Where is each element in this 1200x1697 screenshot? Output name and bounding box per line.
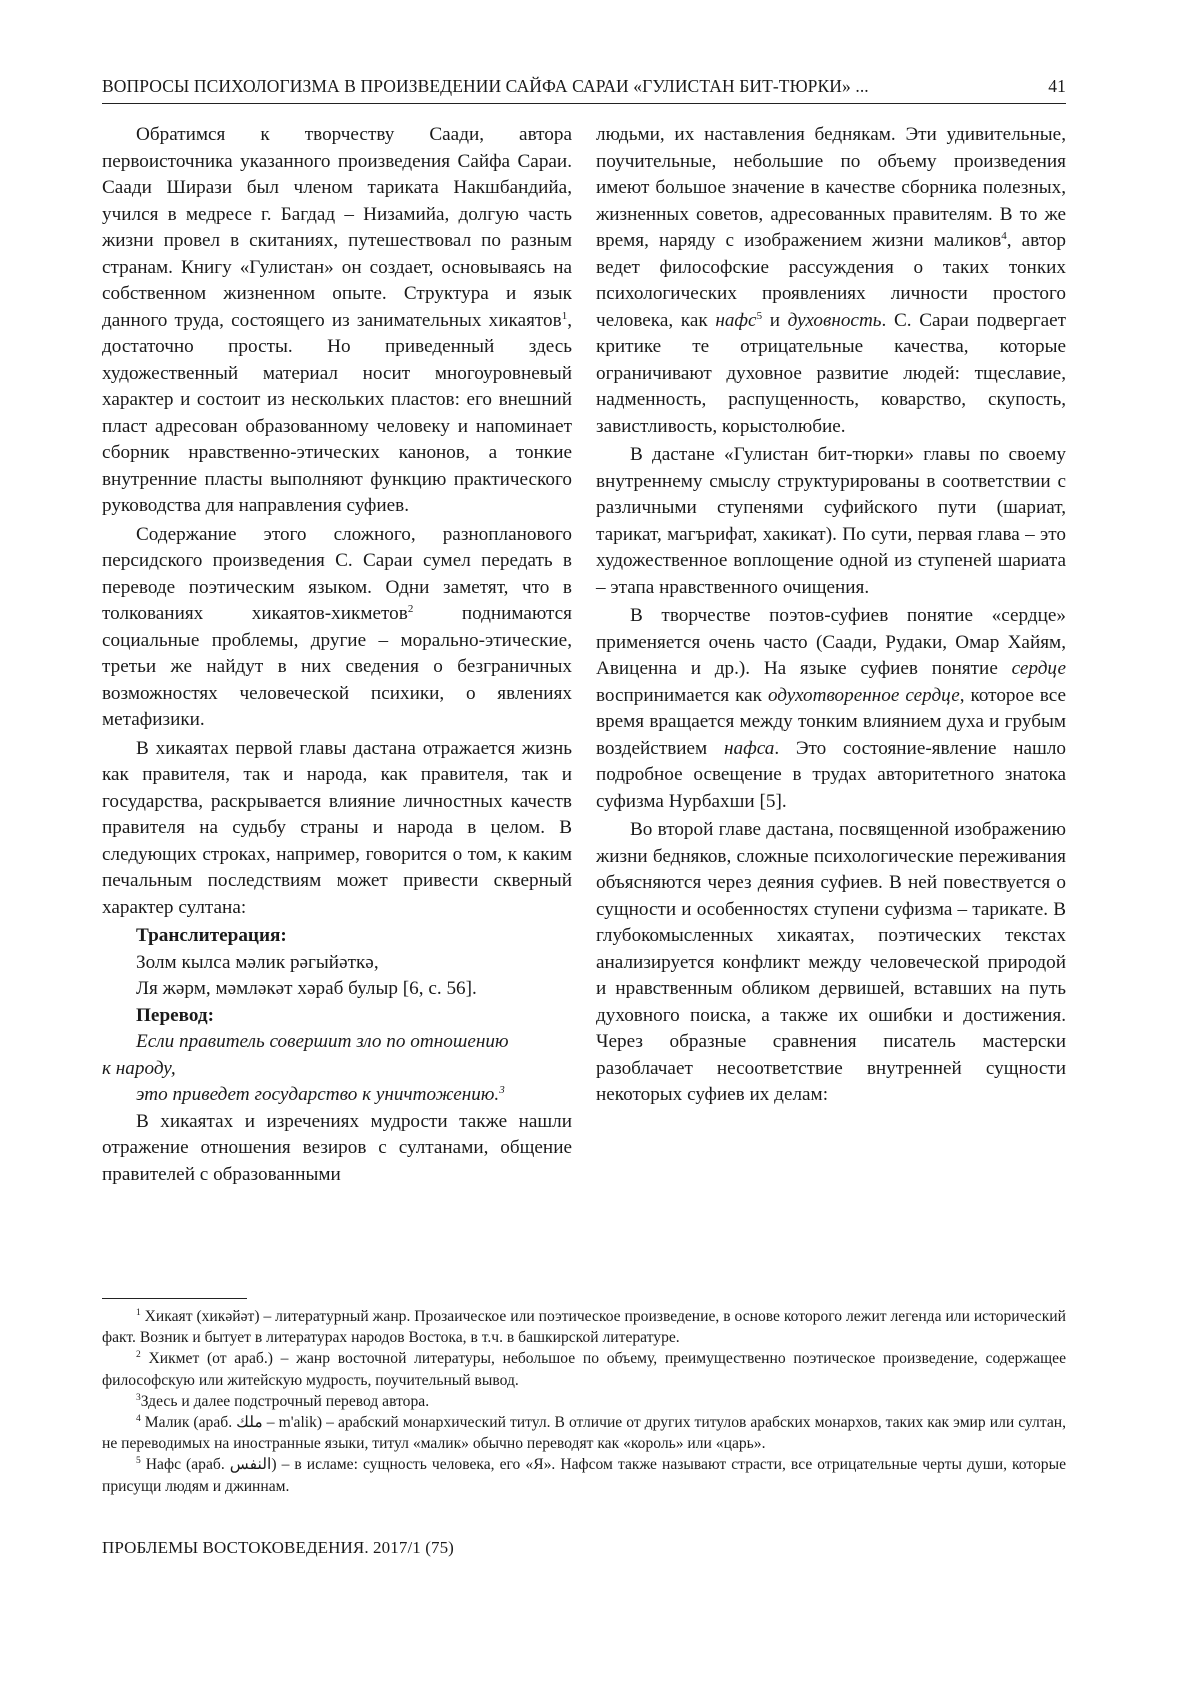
footnote-number: 2 bbox=[136, 1350, 141, 1361]
footnote-ref: 3 bbox=[499, 1084, 505, 1096]
header-rule bbox=[102, 103, 1066, 104]
verse-line: Золм кылса мәлик рәгыйәткә, bbox=[136, 951, 379, 973]
text: . Это состояние-явление нашло подробное освещение в трудах авторитетного знатока суфизма Нурбахши [5]. bbox=[596, 737, 1066, 812]
footnote-ref: 2 bbox=[407, 603, 414, 615]
running-header bbox=[102, 76, 1066, 97]
footnote-text: Малик (араб. ملك – m'alik) – арабский монархический титул. В отличие от других титулов арабских монархов, таких как эмир или султан, не переводимых на иностранные языки, титул «малик» обычно переводят как «король» или «царь». bbox=[102, 1414, 1066, 1453]
paragraph: В хикаятах и изречениях мудрости также нашли отражение отношения везиров с султанами, общение правителей с образованными bbox=[102, 1110, 572, 1185]
footnote bbox=[102, 1348, 1066, 1390]
text: , автор ведет философские рассуждения о таких тонких психологических проявлениях личности простого человека, как bbox=[596, 230, 1067, 331]
translation-line bbox=[102, 1082, 572, 1109]
text: . С. Сараи подвергает критике те отрицательные качества, которые ограничивают духовное развитие людей: тщеславие, надменность, распущенность, коварство, скупость, завистливость, корыстолюбие. bbox=[596, 309, 1066, 437]
text: это приведет государство к уничтожению. bbox=[136, 1084, 500, 1105]
running-title: ВОПРОСЫ ПСИХОЛОГИЗМА В ПРОИЗВЕДЕНИИ САЙФА САРАИ «ГУЛИСТАН БИТ-ТЮРКИ» ... bbox=[102, 76, 869, 96]
term-serdce: сердце bbox=[1011, 658, 1066, 679]
text: поднимаются социальные проблемы, другие – морально-этические, третьи же найдут в них сведения о безграничных возможностях человеческой психики, о явлениях метафизики. bbox=[102, 603, 572, 730]
text: людьми, их наставления беднякам. Эти удивительные, поучительные, небольшие по объему произведения имеют большое значение в качестве сборника полезных, жизненных советов, адресованных правителям. В то же время, наряду с изображением жизни маликов bbox=[596, 124, 1066, 251]
term-nafsa: нафса bbox=[723, 737, 775, 759]
footnote bbox=[102, 1412, 1066, 1454]
page-number: 41 bbox=[1048, 76, 1066, 96]
translation-line: Если правитель совершит зло по отношению bbox=[136, 1031, 509, 1052]
term-dukhovnost: духовность bbox=[787, 309, 882, 331]
paragraph bbox=[596, 122, 1066, 440]
text: Содержание этого сложного, разнопланового персидского произведения С. Сараи сумел передать в переводе поэтическим языком. Одни заметят, что в толкованиях хикаятов-хикметов bbox=[102, 523, 572, 624]
footnote-number: 3 bbox=[136, 1392, 141, 1403]
footnote bbox=[102, 1306, 1066, 1348]
term-odukhotvorennoe: одухотворенное сердце bbox=[767, 684, 960, 706]
text: воспринимается как bbox=[596, 684, 768, 706]
transliteration-label: Транслитерация: bbox=[136, 925, 287, 946]
footnote-ref: 4 bbox=[1001, 230, 1007, 242]
footnotes bbox=[102, 1306, 1066, 1497]
footnote-number: 1 bbox=[136, 1308, 141, 1318]
footnote-text: Хикаят (хикәйәт) – литературный жанр. Прозаическое или поэтическое произведение, в основе которого лежит легенда или исторический факт. Возник и бытует в литературах народов Востока, в т.ч. в башкирской литературе. bbox=[102, 1308, 1066, 1347]
footnote-text: Нафс (араб. النفس) – в исламе: сущность человека, его «Я». Нафсом также называют страсти, все отрицательные черты души, которые присущи людям и джиннам. bbox=[102, 1456, 1066, 1495]
footnote-ref: 1 bbox=[561, 309, 568, 322]
paragraph: В дастане «Гулистан бит-тюрки» главы по своему внутреннему смыслу структурированы в соответствии с различными ступенями суфийского пути (шариат, тарикат, магърифат, хакикат). По сути, первая глава – это художественное воплощение одной из ступеней шариата – этапа нравственного очищения. bbox=[596, 444, 1066, 598]
footnote-rule bbox=[102, 1298, 247, 1299]
verse-line: Ля жәрм, мәмләкәт хәраб булыр [6, с. 56]. bbox=[136, 978, 477, 999]
paragraph bbox=[102, 122, 572, 520]
paragraph bbox=[596, 603, 1066, 815]
footnote-number: 5 bbox=[136, 1456, 141, 1467]
paragraph bbox=[102, 522, 572, 734]
footnote-text: Здесь и далее подстрочный перевод автора. bbox=[140, 1392, 430, 1410]
text: , достаточно просты. Но приведенный здесь художественный материал носит многоуровневый характер и состоит из нескольких пластов: его внешний пласт адресован образованному человеку и напоминает сборник нравственно-этических канонов, а тонкие внутренние пласты выполняют функцию практического руководства для направления суфиев. bbox=[102, 309, 572, 516]
footnote-text: Хикмет (от араб.) – жанр восточной литературы, небольшое по объему, преимущественно поэтическое произведение, содержащее философскую или житейскую мудрость, поучительный вывод. bbox=[102, 1350, 1066, 1389]
journal-footer: ПРОБЛЕМЫ ВОСТОКОВЕДЕНИЯ. 2017/1 (75) bbox=[102, 1538, 454, 1557]
paragraph: В хикаятах первой главы дастана отражается жизнь как правителя, так и народа, как правителя, так и государства, раскрывается влияние личностных качеств правителя на судьбу страны и народа в целом. В следующих строках, например, говорится о том, к каким печальным последствиям может привести скверный характер султана: bbox=[102, 737, 572, 918]
translation-line: к народу, bbox=[102, 1057, 176, 1079]
footnote-number: 4 bbox=[136, 1414, 141, 1425]
text: В творчестве поэтов-суфиев понятие «сердце» применяется очень часто (Саади, Рудаки, Омар Хайям, Авиценна и др.). На языке суфиев понятие bbox=[596, 605, 1066, 679]
translation-label: Перевод: bbox=[136, 1004, 214, 1026]
right-column bbox=[596, 122, 1066, 1111]
footnote bbox=[102, 1391, 1066, 1412]
term-nafs: нафс bbox=[715, 309, 757, 331]
footnote-ref: 5 bbox=[756, 309, 763, 322]
paragraph: Во второй главе дастана, посвященной изображению жизни бедняков, сложные психологические переживания объясняются через деяния суфиев. В ней повествуется о сущности и особенностях ступени суфизма – тарикате. В глубокомысленных хикаятах, поэтических текстах анализируется конфликт между человеческой природой и нравственным обликом дервишей, вставших на путь духовного поиска, а также их ошибки и достижения. Через образные сравнения писатель мастерски разоблачает несоответствие внутренней сущности некоторых суфиев их делам: bbox=[596, 819, 1066, 1105]
text: и bbox=[762, 309, 788, 331]
text: Обратимся к творчеству Саади, автора первоисточника указанного произведения Сайфа Сараи. Саади Ширази был членом тариката Накшбандийа, учился в медресе г. Багдад – Низамийа, долгую часть жизни провел в скитаниях, путешествовал по разным странам. Книгу «Гулистан» он создает, основываясь на собственном жизненном опыте. Структура и язык данного труда, состоящего из занимательных хикаятов bbox=[102, 124, 572, 331]
footnote bbox=[102, 1454, 1066, 1496]
left-column bbox=[102, 122, 572, 1190]
text: , которое все время вращается между тонким влиянием духа и грубым воздействием bbox=[596, 684, 1066, 759]
